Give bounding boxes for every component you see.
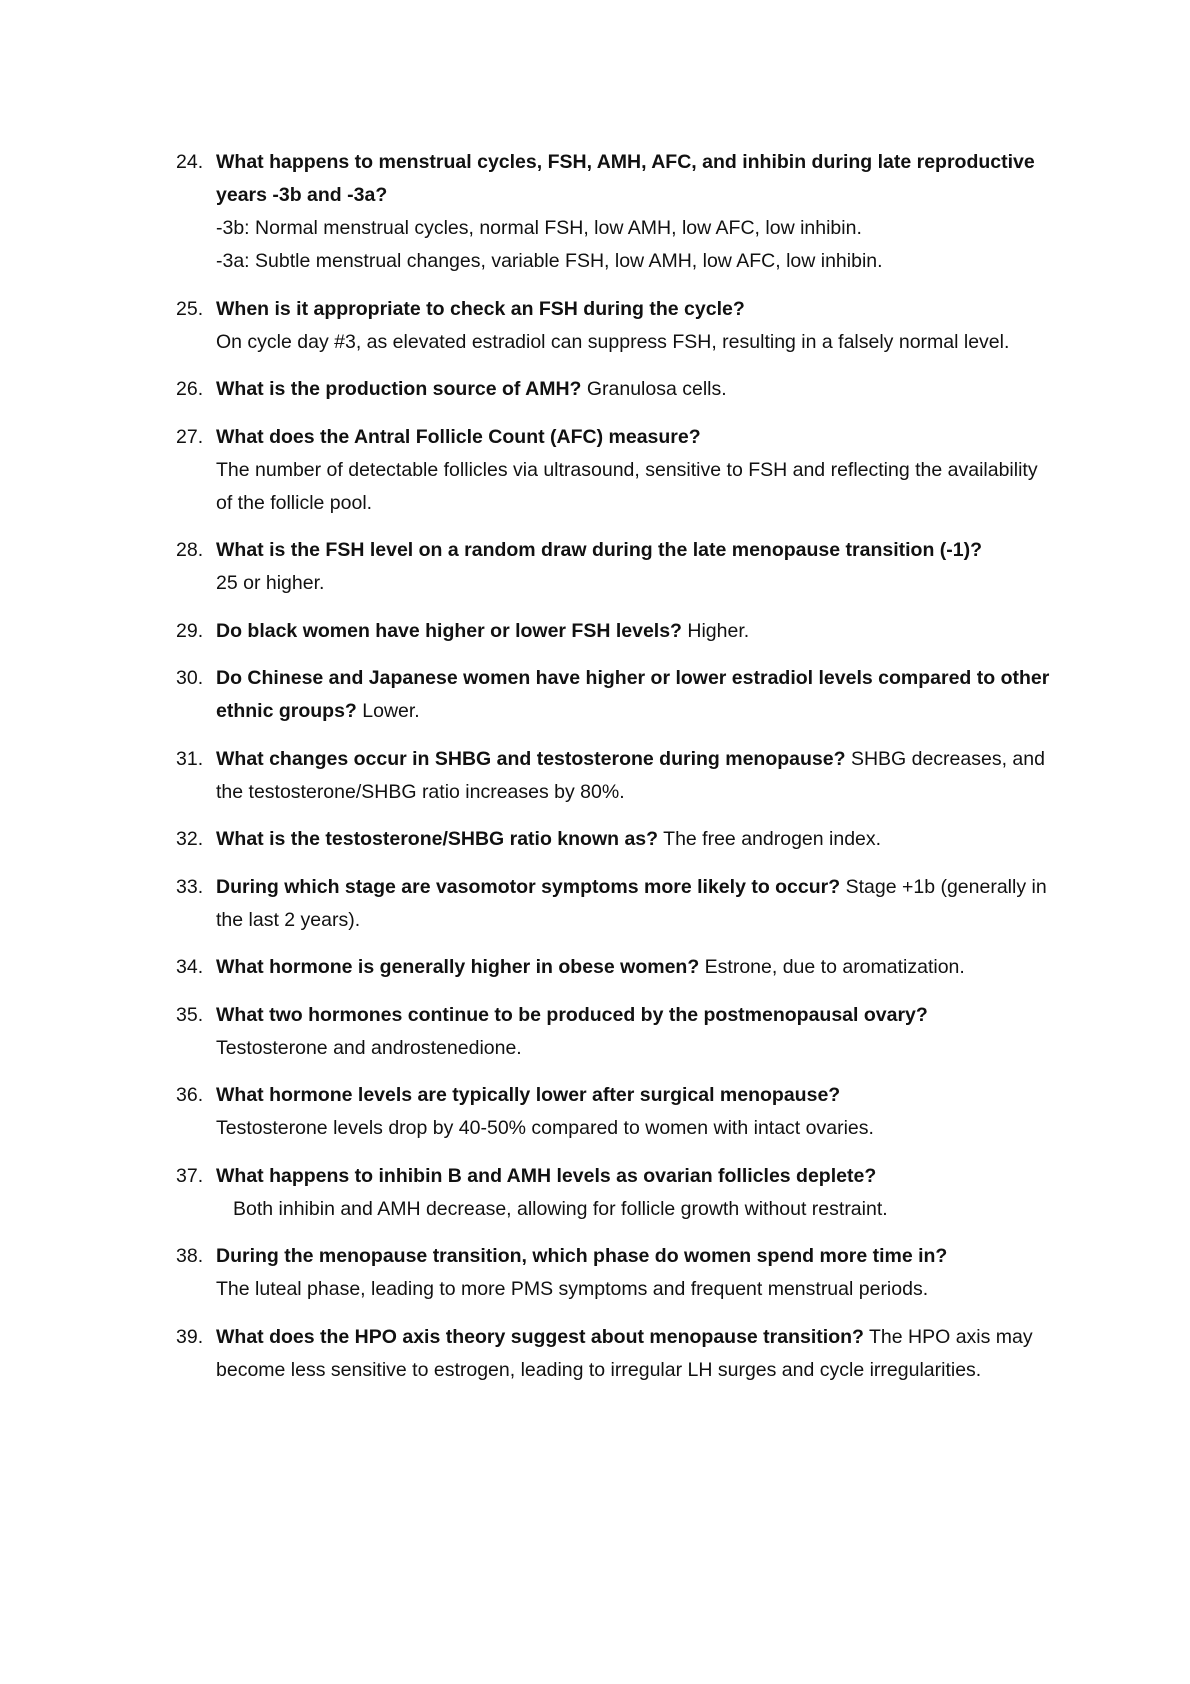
question-text: What hormone is generally higher in obese women? [216, 956, 700, 978]
answer-text: The number of detectable follicles via ultrasound, sensitive to FSH and reflecting the availability of the follicle pool. [216, 458, 1038, 514]
answer-text: -3b: Normal menstrual cycles, normal FSH, low AMH, low AFC, low inhibin. [216, 217, 862, 239]
list-item [176, 1240, 1056, 1306]
item-number: 28. [176, 539, 204, 561]
list-item [176, 662, 1056, 728]
list-item [176, 999, 1056, 1065]
question-list [176, 146, 1056, 1401]
answer-text: Testosterone and androstenedione. [216, 1036, 522, 1059]
item-number: 32. [176, 828, 204, 850]
list-item [176, 373, 1056, 406]
question-text: What is the testosterone/SHBG ratio known as? [216, 828, 659, 850]
answer-text: Granulosa cells. [586, 378, 727, 400]
answer-text: Estrone, due to aromatization. [704, 956, 965, 978]
answer-text: 25 or higher. [216, 572, 325, 594]
item-number: 34. [176, 956, 204, 978]
list-item [176, 743, 1056, 809]
question-text: What does the HPO axis theory suggest about menopause transition? [216, 1325, 864, 1348]
question-text: Do black women have higher or lower FSH levels? [216, 619, 682, 642]
answer-text: On cycle day #3, as elevated estradiol can suppress FSH, resulting in a falsely normal level. [216, 330, 1010, 353]
list-item [176, 421, 1056, 520]
question-text: What changes occur in SHBG and testosterone during menopause? [216, 747, 846, 770]
item-number: 39. [176, 1325, 204, 1348]
answer-text: The free androgen index. [663, 828, 882, 850]
answer-text: Higher. [687, 619, 750, 642]
list-item [176, 293, 1056, 359]
question-text: Do Chinese and Japanese women have higher or lower estradiol levels compared to other ethnic groups? [216, 667, 1050, 722]
question-text: What does the Antral Follicle Count (AFC) measure? [216, 425, 701, 448]
answer-text: -3a: Subtle menstrual changes, variable FSH, low AMH, low AFC, low inhibin. [216, 250, 883, 272]
item-number: 35. [176, 1003, 204, 1026]
item-number: 25. [176, 297, 204, 320]
question-text: During the menopause transition, which phase do women spend more time in? [216, 1245, 948, 1267]
list-item [176, 951, 1056, 984]
question-text: What is the production source of AMH? [216, 378, 582, 400]
list-item [176, 1160, 1056, 1226]
list-item [176, 871, 1056, 937]
list-item [176, 823, 1056, 856]
item-number: 26. [176, 378, 204, 400]
item-number: 37. [176, 1164, 204, 1187]
list-item [176, 615, 1056, 648]
item-number: 27. [176, 425, 204, 448]
item-number: 30. [176, 667, 204, 689]
question-text: What happens to inhibin B and AMH levels as ovarian follicles deplete? [216, 1164, 877, 1187]
list-item [176, 1079, 1056, 1145]
question-text: What two hormones continue to be produced by the postmenopausal ovary? [216, 1003, 928, 1026]
list-item [176, 146, 1056, 278]
answer-text: SHBG decreases, and the testosterone/SHBG ratio increases by 80%. [216, 747, 1045, 803]
answer-text: The luteal phase, leading to more PMS symptoms and frequent menstrual periods. [216, 1278, 929, 1300]
item-number: 24. [176, 151, 204, 173]
list-item [176, 534, 1056, 600]
question-text: When is it appropriate to check an FSH during the cycle? [216, 297, 745, 320]
answer-text: Testosterone levels drop by 40-50% compared to women with intact ovaries. [216, 1117, 874, 1139]
answer-text: Lower. [362, 700, 420, 722]
item-number: 33. [176, 875, 204, 898]
item-number: 31. [176, 747, 204, 770]
answer-text: Stage +1b (generally in the last 2 years). [216, 875, 1047, 931]
item-number: 38. [176, 1245, 204, 1267]
item-number: 29. [176, 619, 204, 642]
answer-text: Both inhibin and AMH decrease, allowing for follicle growth without restraint. [233, 1197, 888, 1220]
item-number: 36. [176, 1084, 204, 1106]
question-text: What is the FSH level on a random draw during the late menopause transition (-1)? [216, 539, 983, 561]
question-text: During which stage are vasomotor symptoms more likely to occur? [216, 875, 841, 898]
answer-text: The HPO axis may become less sensitive to estrogen, leading to irregular LH surges and cycle irregularities. [216, 1325, 1033, 1381]
question-text: What hormone levels are typically lower after surgical menopause? [216, 1084, 841, 1106]
list-item [176, 1321, 1056, 1387]
question-text: What happens to menstrual cycles, FSH, AMH, AFC, and inhibin during late reproductive years -3b and -3a? [216, 151, 1035, 206]
